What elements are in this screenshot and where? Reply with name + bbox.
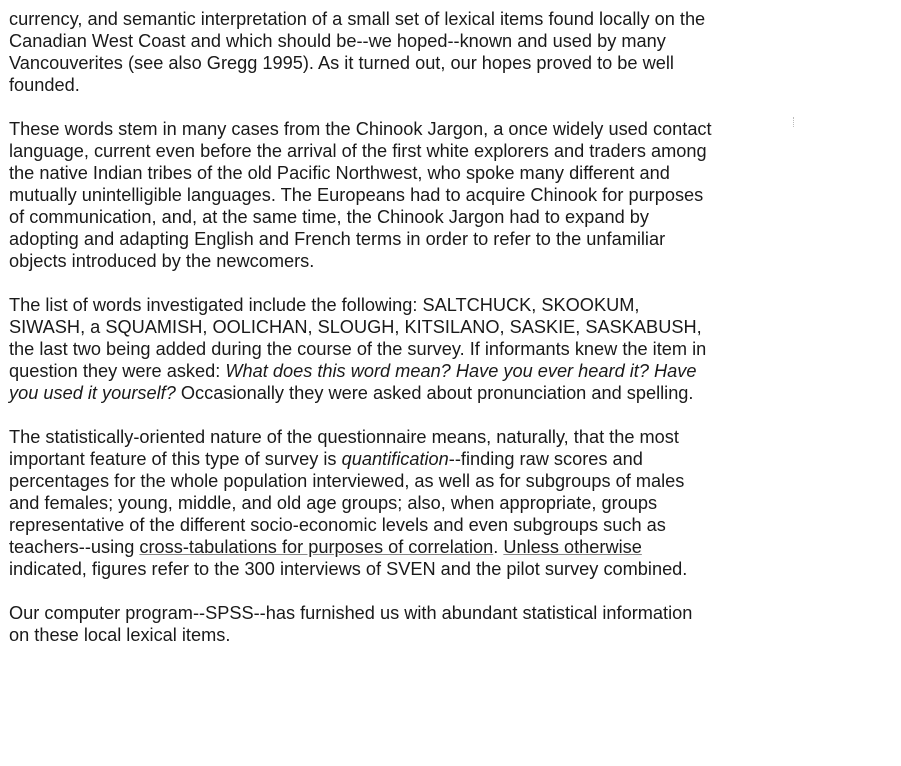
text-line — [9, 448, 893, 470]
text-line: mutually unintelligible languages. The Europeans had to acquire Chinook for purposes — [9, 185, 704, 205]
text-run: teachers--using — [9, 537, 140, 557]
paragraph-2 — [9, 118, 893, 272]
text-line: founded. — [9, 75, 80, 95]
text-line: percentages for the whole population interviewed, as well as for subgroups of males — [9, 471, 685, 491]
text-line: of communication, and, at the same time, the Chinook Jargon had to expand by — [9, 207, 649, 227]
text-line — [9, 536, 893, 558]
text-line: Our computer program--SPSS--has furnished us with abundant statistical information — [9, 603, 693, 623]
italic-term: quantification — [341, 449, 449, 469]
text-line: objects introduced by the newcomers. — [9, 251, 315, 271]
text-run: important feature of this type of survey is — [9, 449, 342, 469]
text-line: adopting and adapting English and French terms in order to refer to the unfamiliar — [9, 229, 666, 249]
text-line: Canadian West Coast and which should be--we hoped--known and used by many — [9, 31, 666, 51]
text-line: Vancouverites (see also Gregg 1995). As it turned out, our hopes proved to be well — [9, 53, 674, 73]
underlined-text: Unless otherwise — [503, 537, 642, 557]
text-line: representative of the different socio-economic levels and even subgroups such as — [9, 515, 666, 535]
italic-question-text: you used it yourself? — [9, 383, 176, 403]
text-line: indicated, figures refer to the 300 interviews of SVEN and the pilot survey combined. — [9, 559, 688, 579]
text-run: . — [493, 537, 504, 557]
underlined-text: cross-tabulations for purposes of correlation — [139, 537, 494, 557]
text-line: The list of words investigated include the following: SALTCHUCK, SKOOKUM, — [9, 295, 640, 315]
paragraph-5 — [9, 602, 893, 646]
text-line: These words stem in many cases from the Chinook Jargon, a once widely used contact — [9, 119, 712, 139]
text-run: --finding raw scores and — [448, 449, 643, 469]
paragraph-1 — [9, 8, 893, 96]
scan-speck — [793, 117, 796, 127]
paragraph-3 — [9, 294, 893, 404]
text-line: the native Indian tribes of the old Pacific Northwest, who spoke many different and — [9, 163, 670, 183]
text-line: on these local lexical items. — [9, 625, 231, 645]
text-line — [9, 360, 893, 382]
document-page — [9, 8, 893, 646]
text-line: language, current even before the arrival of the first white explorers and traders among — [9, 141, 707, 161]
text-line: and females; young, middle, and old age groups; also, when appropriate, groups — [9, 493, 658, 513]
italic-question-text: What does this word mean? Have you ever heard it? Have — [225, 361, 697, 381]
paragraph-4 — [9, 426, 893, 580]
text-line: currency, and semantic interpretation of a small set of lexical items found locally on the — [9, 9, 706, 29]
text-line: the last two being added during the course of the survey. If informants knew the item in — [9, 339, 707, 359]
text-line: SIWASH, a SQUAMISH, OOLICHAN, SLOUGH, KITSILANO, SASKIE, SASKABUSH, — [9, 317, 702, 337]
text-line: The statistically-oriented nature of the questionnaire means, naturally, that the most — [9, 427, 679, 447]
text-run: Occasionally they were asked about pronunciation and spelling. — [175, 383, 694, 403]
text-line — [9, 382, 893, 404]
text-run: question they were asked: — [9, 361, 226, 381]
